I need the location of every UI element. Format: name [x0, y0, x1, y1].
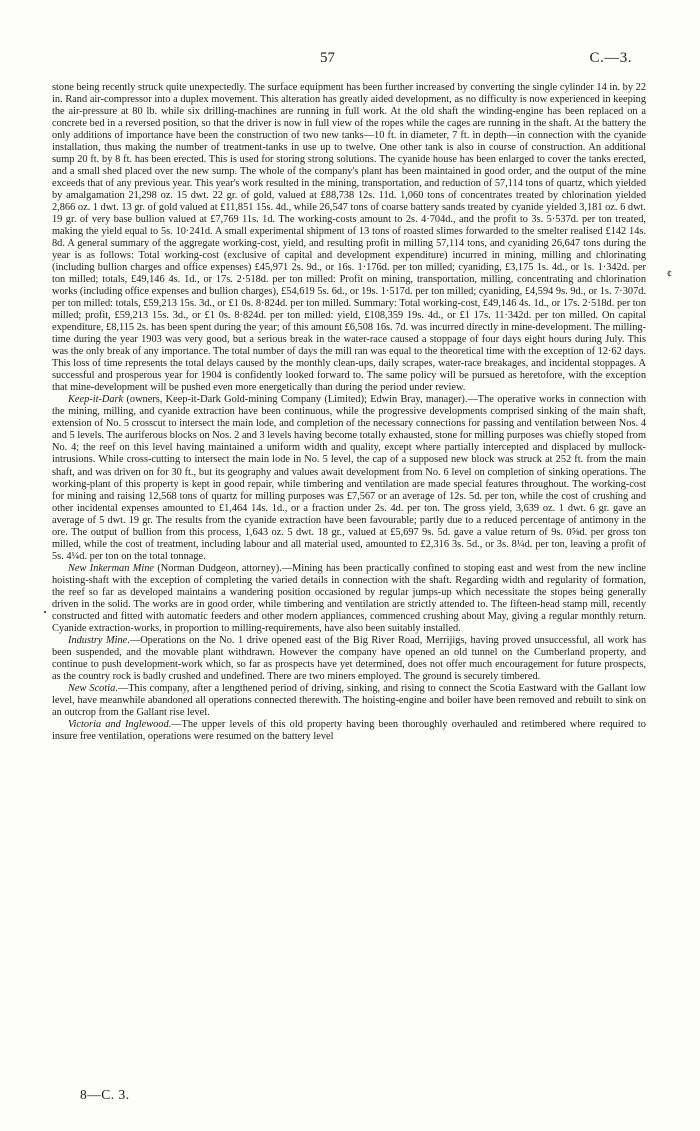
paragraph-text: .—Operations on the No. 1 drive opened east of the Big River Road, Merrijigs, having proved unsuccessful, all work has been suspended, and the movable plant withdrawn. However the company have opened an old tunnel on the Cumberland property, and continue to push development-work which, so far as prospects have yet determined, does not offer much encouragement for future prospects, as the country rock is badly crushed and undefined. There are two miners employed. The ground is securely timbered. — [52, 634, 646, 682]
paragraph-lead: New Inkerman Mine — [68, 562, 154, 574]
document-reference: C.—3. — [589, 50, 632, 66]
paragraph-text: stone being recently struck quite unexpectedly. The surface equipment has been further increased by converting the single cylinder 14 in. by 22 in. Rand air-compressor into a duplex movement. This alteration has greatly aided development, as no difficulty is now experienced in keeping the air-pressure at 80 lb. while six drilling-machines are running in full work. At the old shaft the winding-engine has been replaced on a concrete bed in a reversed position, so that the driver is now in full view of the ropes while the cages are running in the shaft. At the battery the only additions of importance have been the construction of two new tanks—10 ft. in diameter, 7 ft. in depth—in connection with the cyanide installation, thus making the number of treatment-tanks in use up to twelve. One other tank is also in course of construction. An additional sump 20 ft. by 8 ft. has been erected. This is used for storing strong solutions. The cyanide house has been enlarged to cover the tanks erected, and a small shed placed over the new sump. The whole of the company's plant has been maintained in good order, and the output of the mine exceeds that of any previous year. This year's work resulted in the mining, transportation, and reduction of 57,114 tons of quartz, which yielded by amalgamation 21,298 oz. 15 dwt. 22 gr. of gold, valued at £88,738 12s. 11d. 1,060 tons of concentrates treated by chlorination yielded 2,866 oz. 1 dwt. 13 gr. of gold valued at £11,851 15s. 4d., while 26,547 tons of coarse battery sands treated by cyanide yielded 3,181 oz. 6 dwt. 19 gr. of very base bullion valued at £7,769 11s. 1d. The working-costs amount to 2s. 4·704d., and the profit to 3s. 5·537d. per ton treated, making the yield equal to 5s. 10·241d. A small experimental shipment of 13 tons of roasted slimes forwarded to the smelter realised £142 14s. 8d. A general summary of the aggregate working-cost, yield, and resulting profit in milling 57,114 tons, and cyaniding 26,647 tons during the year is as follows: Total working-cost (exclusive of capital and development expenditure) incurred in mining, milling and chlorinating (including bullion charges and office expenses) £45,971 2s. 9d., or 16s. 1·176d. per ton milled; cyaniding, £3,175 1s. 4d., or 1s. 1·342d. per ton milled; totals, £49,146 4s. 1d., or 17s. 2·518d. per ton milled: Profit on mining, transportation, milling, concentrating and chlorination works (including office expenses and bullion charges), £54,619 5s. 6d., or 19s. 1·517d. per ton milled; cyaniding, £4,594 9s. 9d., or 1s. 7·307d. per ton milled: totals, £59,213 15s. 3d., or £1 0s. 8·824d. per ton milled. Summary: Total working-cost, £49,146 4s. 1d., or 17s. 2·518d. per ton milled; profit, £59,213 15s. 3d., or £1 0s. 8·824d. per ton milled: yield, £108,359 19s. 4d., or £1 17s. 11·342d. per ton milled. On capital expenditure, £8,115 2s. has been spent during the year; of this amount £6,508 16s. 7d. was incurred directly in mine-development. The milling-time during the year 1903 was very good, but a serious break in the water-race caused a stoppage of four days eight hours during July. This was the only break of any importance. The total number of days the mill ran was equal to the theoretical time with the exception of 12·62 days. This loss of time represents the total delays caused by the monthly clean-ups, daily scrapes, water-race breakages, and incidental stoppages. A successful and prosperous year for 1904 is confidently looked forward to. The same policy will be pursued as heretofore, with the exception that mine-development will be pushed even more energetically than during the period under review. — [52, 82, 646, 394]
edge-speck — [44, 611, 46, 613]
paragraph-text: .—This company, after a lengthened period of driving, sinking, and rising to connect the Scotia Eastward with the Gallant low level, have meanwhile abandoned all operations connected therewith. The hoisting-engine and boiler have been removed and rebuilt to sink on an outcrop from the Gallant rise level. — [52, 682, 646, 718]
paragraph-text: (Norman Dudgeon, attorney).—Mining has been practically confined to stoping east and west from the new incline hoisting-shaft with the exception of completing the varied details in connection with the shaft. Regarding width and regularity of formation, the reef so far as developed maintains a wandering position occasioned by regular jumps-up which necessitate the stopes being generally driven in the solid. The works are in good order, while timbering and ventilation are strictly attended to. The fifteen-head stamp mill, recently constructed and fitted with automatic feeders and other modern appliances, commenced crushing about May, giving a regular monthly return. Cyanide extraction-works, in proportion to milling-requirements, have also been suitably installed. — [52, 562, 647, 634]
paragraph-victoria-inglewood — [52, 719, 646, 743]
body-text — [52, 82, 646, 743]
paragraph-continuation — [52, 82, 646, 394]
paragraph-text: .—The upper levels of this old property having been thoroughly overhauled and retimbered where required to insure free ventilation, operations were resumed on the battery level — [52, 718, 646, 742]
paragraph-keep-it-dark — [52, 394, 646, 562]
page-number: 57 — [320, 50, 335, 66]
margin-mark: ¢ — [667, 269, 672, 280]
signature-mark: 8—C. 3. — [80, 1087, 130, 1102]
paragraph-text: (owners, Keep-it-Dark Gold-mining Company (Limited); Edwin Bray, manager).—The operative works in connection with the mining, milling, and cyanide extraction have been continuous, while the progressive developments comprised sinking of the main shaft, extension of No. 5 crosscut to intersect the main lode, and completion of the necessary connections for passing and ventilation between Nos. 4 and 5 levels. The auriferous blocks on Nos. 2 and 3 levels having become totally exhausted, stone for milling purposes was chiefly stoped from No. 4; the reef on this level having maintained a uniform width and quality, except where partially intercepted and displaced by mullock-intrusions. While cross-cutting to intersect the main lode in No. 5 level, the cap of a supposed new block was struck at 252 ft. from the main shaft, and was driven on for 30 ft., but its geography and values await development from No. 6 level on completion of sinking operations. The working-plant of this property is kept in good repair, while timbering and ventilation are made special features throughout. The working-cost for mining and raising 12,568 tons of quartz for milling purposes was £7,567 or an average of 12s. 5d. per ton, while the cost of crushing and other incidental expenses amounted to £1,464 14s. 1d., or a fraction under 2s. 4d. per ton. The gross yield, 3,639 oz. 1 dwt. 6 gr. gave an average of 5 dwt. 19 gr. The results from the cyanide extraction have been favourable; partly due to a reduced percentage of antimony in the ore. The output of bullion from this process, 1,643 oz. 5 dwt. 18 gr., valued at £5,697 9s. 5d. gave a value return of 9s. 0⅝d. per gross ton milled, while the cost of treatment, including labour and all material used, amounted to £2,316 3s. 5d., or 3s. 8¼d. per ton, leaving a profit of 5s. 4¼d. per ton on the total tonnage. — [52, 394, 646, 562]
paragraph-lead: Keep-it-Dark — [68, 394, 124, 406]
paragraph-lead: Industry Mine — [68, 634, 128, 646]
paragraph-new-inkerman — [52, 563, 646, 635]
page-header — [0, 50, 700, 70]
paragraph-new-scotia — [52, 683, 646, 719]
paragraph-industry-mine — [52, 635, 646, 683]
paragraph-lead: Victoria and Inglewood — [68, 718, 169, 730]
paragraph-lead: New Scotia — [68, 682, 116, 694]
